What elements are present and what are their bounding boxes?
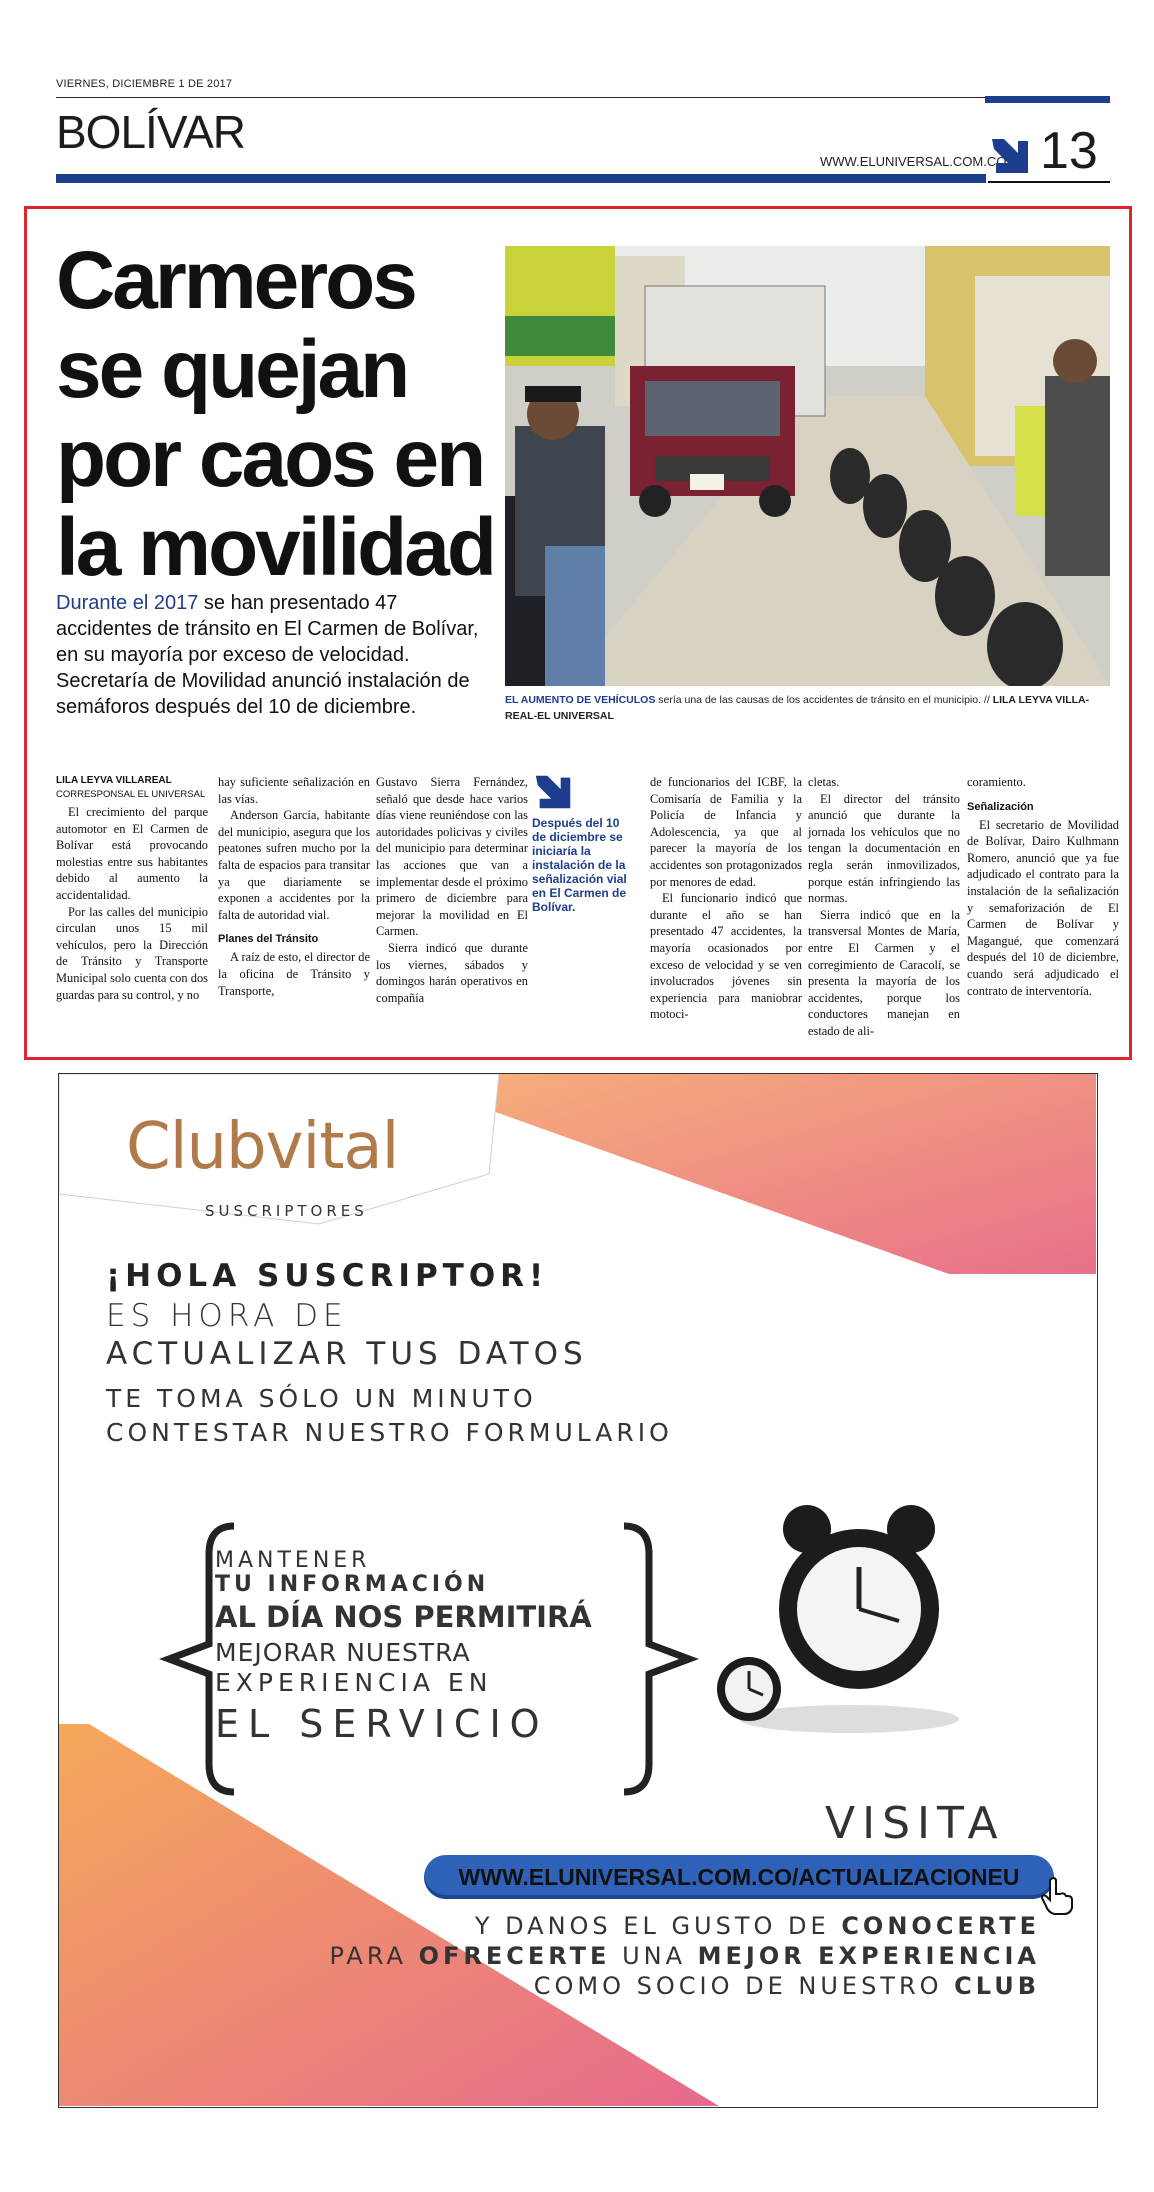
body-paragraph: Gustavo Sierra Fernández, señaló que desde hace varios días viene reuniéndose con las autoridades policivas y civiles del municipio para determinar las acciones que van a implementar desde el próximo primero de diciembre para mejorar la movilidad en El Carmen. (376, 775, 528, 939)
clubvital-logo-sub: SUSCRIPTORES (205, 1202, 368, 1220)
caption-label: EL AUMENTO DE VEHÍCULOS (505, 694, 656, 706)
dateline: VIERNES, DICIEMBRE 1 DE 2017 (56, 78, 233, 90)
ad-message-line: MANTENER (215, 1548, 371, 1573)
ad-closing-bold: OFRECERTE (418, 1942, 611, 1970)
arrow-down-right-icon (532, 770, 576, 814)
ad-closing-bold: MEJOR EXPERIENCIA (697, 1942, 1040, 1970)
ad-closing-bold: CLUB (954, 1972, 1040, 2000)
header-accent-bar (985, 96, 1110, 103)
body-paragraph: A raíz de esto, el director de la oficina de Tránsito y Transporte, (218, 950, 370, 998)
ad-closing-line (300, 1912, 1040, 1940)
author-role: CORRESPONSAL EL UNIVERSAL (56, 789, 206, 800)
ad-closing-text: Y DANOS EL GUSTO DE (474, 1912, 842, 1940)
page-number: 13 (1040, 122, 1098, 180)
ad-line: ACTUALIZAR TUS DATOS (106, 1336, 588, 1372)
article-column-5 (808, 774, 960, 1040)
lead-text: se han presentado 47 accidentes de tránsito en El Carmen de Bolívar, en su mayoría por exceso de velocidad. Secretaría de Movilidad anunció instalación de semáforos después del 10 de diciembre. (56, 592, 479, 718)
website-label[interactable]: WWW.ELUNIVERSAL.COM.CO (820, 154, 1007, 169)
subhead-planes: Planes del Tránsito (218, 933, 319, 946)
photo-caption (505, 692, 1110, 724)
ad-greeting: ¡HOLA SUSCRIPTOR! (106, 1258, 549, 1294)
article-column-6 (967, 774, 1119, 999)
alarm-clock-icon (709, 1489, 989, 1749)
ad-closing-text: UNA (610, 1942, 698, 1970)
body-paragraph: de funcionarios del ICBF, la Comisaría de Familia y la Policía de Infancia y Adolescencia, ya que al parecer la mayoría de los accidentes son protagonizados por menores de edad. (650, 775, 802, 889)
article-column-2 (218, 774, 370, 999)
ad-message-line: EXPERIENCIA EN (215, 1668, 493, 1697)
article-photo (505, 246, 1110, 686)
article-column-1 (56, 774, 208, 1003)
caption-credit: LILA LEYVA VILLA-REAL-EL UNIVERSAL (505, 694, 1090, 722)
body-paragraph: cletas. (808, 775, 840, 789)
clubvital-logo: Clubvital (126, 1110, 399, 1184)
body-paragraph: El funcionario indicó que durante el año se han presentado 47 accidentes, la mayoría ocasionados por exceso de velocidad y se ven involucrados jóvenes sin experiencia para maniobrar motoci- (650, 891, 802, 1022)
body-paragraph: Sierra indicó que en la transversal Montes de María, entre El Carmen y el corregimiento de Caracolí, se presenta la mayoría de los accidentes, porque los conductores manejan en estado de ali- (808, 907, 960, 1038)
ad-closing-text: PARA (329, 1942, 419, 1970)
ad-visita: VISITA (825, 1798, 1005, 1849)
arrow-down-right-icon (988, 133, 1034, 179)
ad-line: TE TOMA SÓLO UN MINUTO (106, 1384, 537, 1413)
ad-url-link[interactable]: WWW.ELUNIVERSAL.COM.CO/ACTUALIZACIONEU (458, 1864, 1020, 1890)
body-paragraph: El crecimiento del parque automotor en El Carmen de Bolívar está provocando molestias entre sus habitantes debido al aumento la accidentalidad. (56, 805, 208, 902)
ad-message-line: EL SERVICIO (215, 1702, 549, 1746)
body-paragraph: Sierra indicó que durante los viernes, sábados y domingos harán operativos en compañía (376, 940, 528, 1005)
body-paragraph: Por las calles del municipio circulan unos 15 mil vehículos, pero la Dirección de Tránsito y Transporte Municipal solo cuenta con dos guardas para su control, y no (56, 904, 208, 1002)
ad-closing-bold: CONOCERTE (841, 1912, 1040, 1940)
article-column-3 (376, 774, 528, 1006)
section-title: BOLÍVAR (56, 106, 245, 158)
body-paragraph: coramiento. (967, 775, 1026, 789)
ad-line: ES HORA DE (106, 1298, 348, 1334)
ad-message-line: TU INFORMACIÓN (215, 1572, 490, 1597)
author-name: LILA LEYVA VILLAREAL (56, 775, 172, 786)
ad-closing-line (300, 1972, 1040, 2000)
article-column-4 (650, 774, 802, 1023)
header-rule (56, 97, 1110, 98)
subhead-senalizacion: Señalización (967, 800, 1034, 813)
header-blue-bar (56, 174, 986, 183)
body-paragraph: Anderson García, habitante del municipio, asegura que los peatones sufren mucho por la falta de espacios para transitar ya que diariamente se exponen a accidentes por la falta de autoridad vial. (218, 808, 370, 922)
body-paragraph: El secretario de Movilidad de Bolívar, Dairo Kulhmann Romero, anunció que ya fue adjudicado el contrato para la instalación de la señalización y semaforización de El Carmen de Bolívar y Magangué, que comenzará después del 10 de diciembre, cuando será adjudicado el contrato de interventoría. (967, 817, 1119, 998)
pull-quote: Después del 10 de diciembre se iniciaría la instalación de la señalización vial en El Carmen de Bolívar. (532, 816, 627, 914)
header-page-underline (988, 181, 1110, 183)
ad-closing-line (300, 1942, 1040, 1970)
hand-pointer-icon (1040, 1876, 1076, 1921)
lead-paragraph (56, 590, 496, 720)
ad-message-line: MEJORAR NUESTRA (215, 1638, 471, 1667)
ad-closing-text: COMO SOCIO DE NUESTRO (533, 1972, 955, 2000)
body-paragraph: El director del tránsito anunció que durante la jornada los vehículos que no tengan la documentación en regla serán inmovilizados, porque están infringiendo las normas. (808, 791, 960, 906)
lead-highlight: Durante el 2017 (56, 592, 199, 614)
body-paragraph: hay suficiente señalización en las vías. (218, 775, 370, 806)
headline: Carmeros se quejan por caos en la movilidad (56, 235, 494, 593)
ad-message-line: AL DÍA NOS PERMITIRÁ (215, 1600, 592, 1634)
caption-text: sería una de las causas de los accidentes de tránsito en el municipio. // (655, 694, 993, 706)
ad-line: CONTESTAR NUESTRO FORMULARIO (106, 1418, 673, 1447)
